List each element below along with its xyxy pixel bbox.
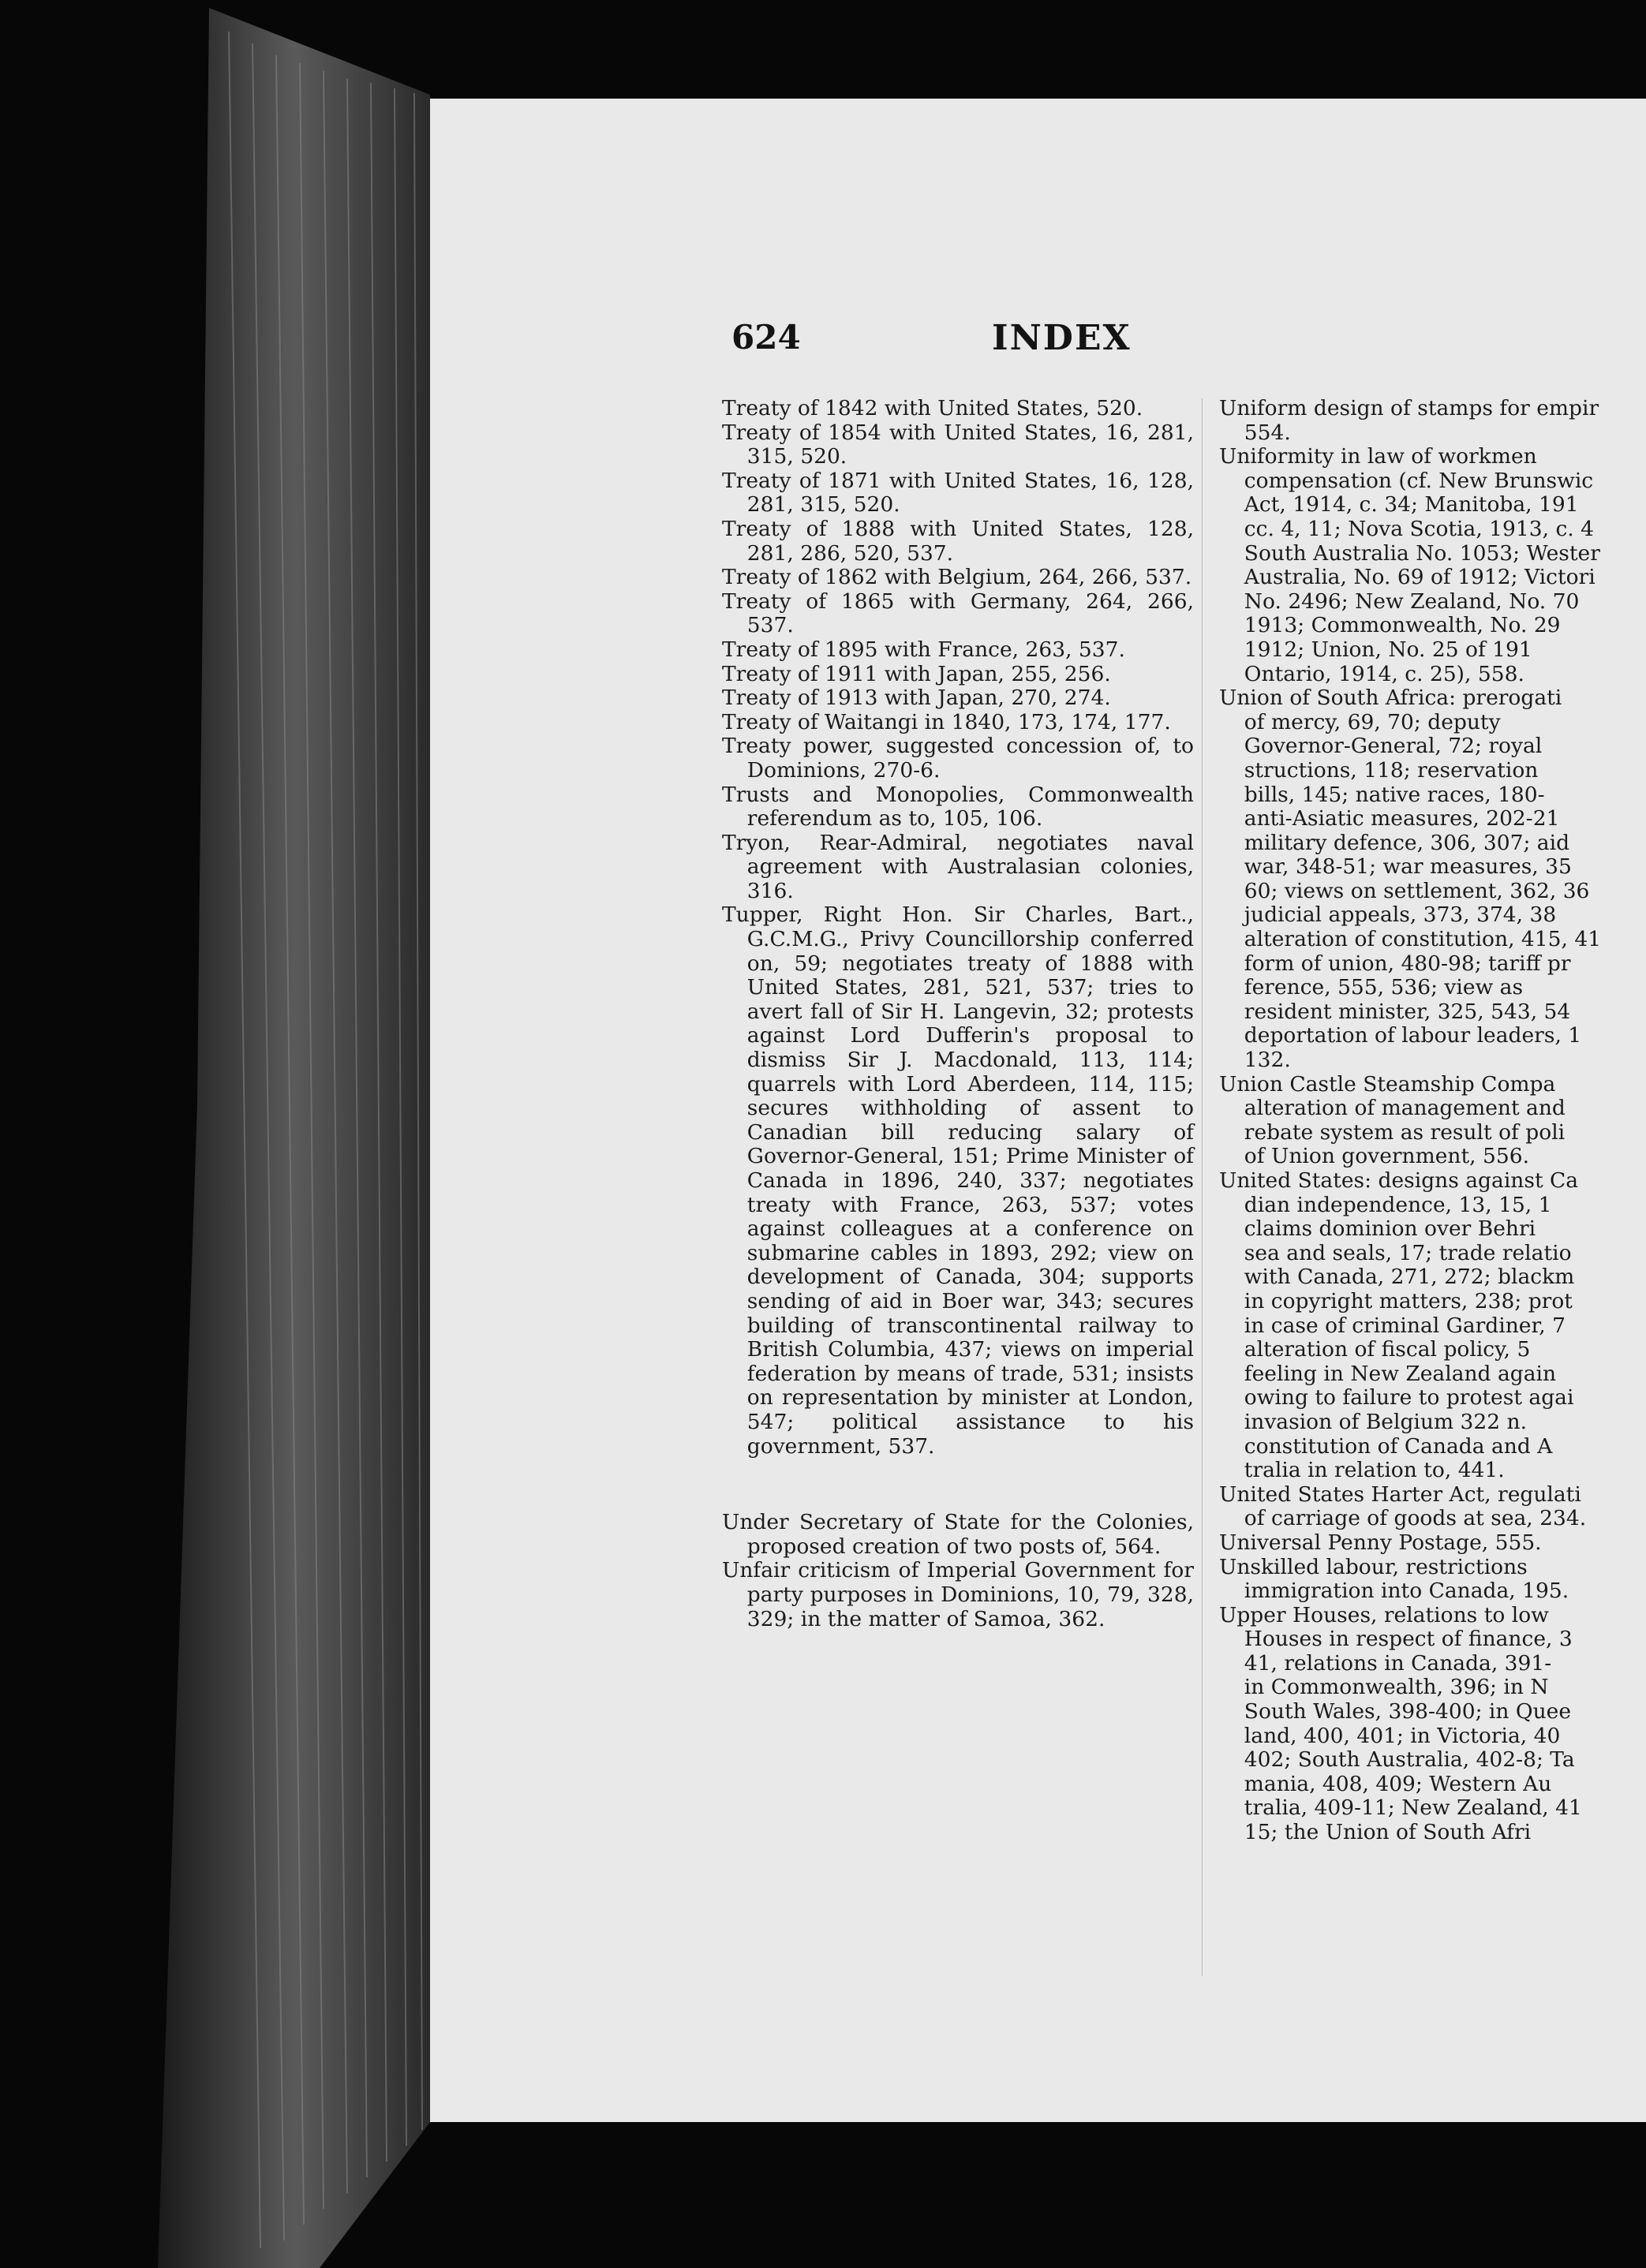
index-line: war, 348-51; war measures, 35 <box>1244 854 1572 880</box>
index-line: tralia, 409-11; New Zealand, 41 <box>1244 1795 1582 1821</box>
index-line: 41, relations in Canada, 391- <box>1244 1650 1552 1676</box>
index-line: Unskilled labour, restrictions <box>1219 1554 1528 1579</box>
index-entry: Trusts and Monopolies, Commonwealth referendum as to, 105, 106. <box>722 782 1194 831</box>
index-line: United States: designs against Ca <box>1219 1168 1579 1193</box>
index-line: owing to failure to protest agai <box>1244 1385 1574 1410</box>
index-line: invasion of Belgium 322 n. <box>1244 1409 1527 1434</box>
index-line: 60; views on settlement, 362, 36 <box>1244 878 1590 903</box>
index-line: dian independence, 13, 15, 1 <box>1244 1192 1552 1217</box>
index-line: bills, 145; native races, 180- <box>1244 782 1545 807</box>
index-entry: Under Secretary of State for the Colonies, proposed creation of two posts of, 564. <box>722 1510 1194 1559</box>
index-line: with Canada, 271, 272; blackm <box>1244 1265 1575 1290</box>
index-line: cc. 4, 11; Nova Scotia, 1913, c. 4 <box>1244 516 1594 541</box>
index-entry: Treaty of 1911 with Japan, 255, 256. <box>722 661 1111 686</box>
page-number: 624 <box>731 318 801 357</box>
index-entry: Treaty power, suggested concession of, to Dominions, 270-6. <box>722 734 1194 783</box>
index-line: Universal Penny Postage, 555. <box>1219 1530 1542 1555</box>
index-line: military defence, 306, 307; aid <box>1244 830 1570 855</box>
index-line: Uniformity in law of workmen <box>1219 444 1537 469</box>
index-line: of mercy, 69, 70; deputy <box>1244 709 1501 734</box>
index-line: 1913; Commonwealth, No. 29 <box>1244 613 1561 638</box>
index-line: South Australia No. 1053; Wester <box>1244 540 1600 566</box>
index-entry: Tupper, Right Hon. Sir Charles, Bart., G.C.M.G., Privy Councillorship conferred on, 59; negotiates treaty of 1888 with United States, 281, 521, 537; tries to avert fall of Sir H. Langevin, 32; protests against Lord Dufferin's proposal to dismiss Sir J. Macdonald, 113, 114; quarrels with Lord Aberdeen, 114, 115; secures withholding of assent to Canadian bill reducing salary of Governor-General, 151; Prime Minister of Canada in 1896, 240, 337; negotiates treaty with France, 263, 537; votes against colleagues at a conference on submarine cables in 1893, 292; view on development of Canada, 304; supports sending of aid in Boer war, 343; secures building of transcontinental railway to British Columbia, 437; views on imperial federation by means of trade, 531; insists on representation by minister at London, 547; political assistance to his government, 537. <box>722 902 1194 1459</box>
index-line: immigration into Canada, 195. <box>1244 1579 1569 1604</box>
index-line: ference, 555, 536; view as <box>1244 975 1524 1000</box>
index-line: in copyright matters, 238; prot <box>1244 1288 1573 1313</box>
column-divider <box>1202 398 1203 1976</box>
index-line: constitution of Canada and A <box>1244 1433 1553 1459</box>
index-line: judicial appeals, 373, 374, 38 <box>1244 902 1557 928</box>
index-line: form of union, 480-98; tariff pr <box>1244 951 1571 976</box>
index-line: Act, 1914, c. 34; Manitoba, 191 <box>1244 492 1579 517</box>
index-line: Upper Houses, relations to low <box>1219 1602 1549 1627</box>
index-line: Australia, No. 69 of 1912; Victori <box>1244 565 1595 590</box>
index-line: structions, 118; reservation <box>1244 757 1539 783</box>
index-line: sea and seals, 17; trade relatio <box>1244 1240 1572 1265</box>
index-line: land, 400, 401; in Victoria, 40 <box>1244 1723 1561 1748</box>
index-entry: Tryon, Rear-Admiral, negotiates naval agreement with Australasian colonies, 316. <box>722 830 1194 903</box>
index-line: rebate system as result of poli <box>1244 1119 1566 1145</box>
index-line: Governor-General, 72; royal <box>1244 734 1543 759</box>
index-entry: Treaty of 1854 with United States, 16, 281, 315, 520. <box>722 420 1194 469</box>
index-line: 554. <box>1244 420 1291 445</box>
index-entry: Treaty of 1871 with United States, 16, 128, 281, 315, 520. <box>722 468 1194 517</box>
index-line: Union Castle Steamship Compa <box>1219 1071 1556 1097</box>
section-gap <box>722 1459 1194 1511</box>
index-page <box>430 99 1646 2122</box>
index-entry: Treaty of 1842 with United States, 520. <box>722 396 1143 420</box>
index-line: No. 2496; New Zealand, No. 70 <box>1244 588 1580 614</box>
index-line: 402; South Australia, 402-8; Ta <box>1244 1747 1575 1773</box>
index-line: compensation (cf. New Brunswic <box>1244 468 1594 493</box>
index-line: of carriage of goods at sea, 234. <box>1244 1506 1587 1531</box>
index-line: Uniform design of stamps for empir <box>1219 396 1599 420</box>
index-line: United States Harter Act, regulati <box>1219 1481 1581 1507</box>
index-line: alteration of constitution, 415, 41 <box>1244 927 1602 952</box>
index-line: 1912; Union, No. 25 of 191 <box>1244 637 1532 662</box>
page-header <box>430 318 1646 381</box>
index-line: 15; the Union of South Afri <box>1244 1820 1532 1845</box>
right-index-column <box>1219 397 1646 1845</box>
index-line: claims dominion over Behri <box>1244 1216 1536 1242</box>
index-line: 132. <box>1244 1048 1291 1073</box>
index-line: alteration of fiscal policy, 5 <box>1244 1337 1531 1362</box>
index-line: Houses in respect of finance, 3 <box>1244 1627 1573 1652</box>
index-line: alteration of management and <box>1244 1096 1566 1121</box>
index-line: Union of South Africa: prerogati <box>1219 686 1562 711</box>
index-line: feeling in New Zealand again <box>1244 1361 1557 1386</box>
index-line: deportation of labour leaders, 1 <box>1244 1023 1582 1048</box>
index-entry: Treaty of Waitangi in 1840, 173, 174, 177. <box>722 709 1171 734</box>
index-entry: Treaty of 1888 with United States, 128, 281, 286, 520, 537. <box>722 516 1194 566</box>
page-title: INDEX <box>992 318 1132 358</box>
index-line: in Commonwealth, 396; in N <box>1244 1675 1549 1700</box>
index-entry: Treaty of 1913 with Japan, 270, 274. <box>722 686 1111 711</box>
index-line: anti-Asiatic measures, 202-21 <box>1244 806 1560 831</box>
index-entry: Unfair criticism of Imperial Government for party purposes in Dominions, 10, 79, 328, 329; in the matter of Samoa, 362. <box>722 1558 1194 1631</box>
index-line: Ontario, 1914, c. 25), 558. <box>1244 661 1524 686</box>
index-entry: Treaty of 1862 with Belgium, 264, 266, 537. <box>722 565 1192 590</box>
index-line: in case of criminal Gardiner, 7 <box>1244 1313 1566 1338</box>
index-line: of Union government, 556. <box>1244 1144 1529 1169</box>
index-line: resident minister, 325, 543, 54 <box>1244 999 1571 1024</box>
index-entry: Treaty of 1865 with Germany, 264, 266, 537. <box>722 588 1194 638</box>
index-entry: Treaty of 1895 with France, 263, 537. <box>722 637 1125 662</box>
index-line: mania, 408, 409; Western Au <box>1244 1771 1552 1796</box>
index-line: South Wales, 398-400; in Quee <box>1244 1699 1572 1724</box>
left-index-column <box>722 397 1194 1631</box>
index-line: tralia in relation to, 441. <box>1244 1458 1505 1483</box>
